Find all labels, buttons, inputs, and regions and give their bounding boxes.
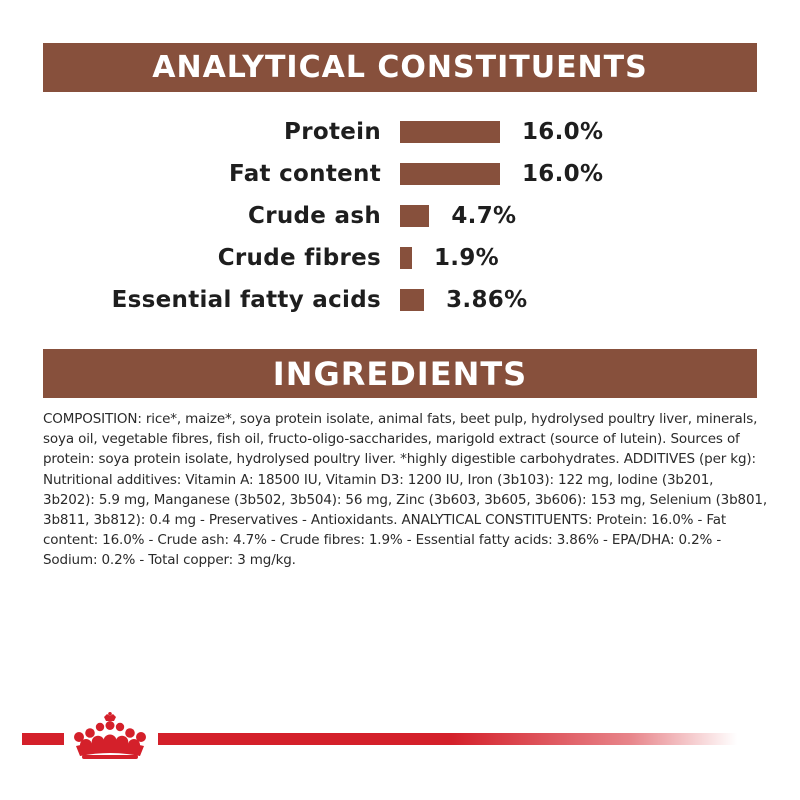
ingredients-title: INGREDIENTS: [272, 354, 528, 393]
constituent-row: [0, 200, 800, 232]
constituent-bar: [400, 163, 500, 185]
royal-crown-svg: [64, 712, 158, 762]
constituent-row: [0, 158, 800, 190]
constituent-label: Fat content: [229, 161, 381, 187]
analytical-constituents-title: ANALYTICAL CONSTITUENTS: [152, 50, 648, 85]
constituent-bar: [400, 289, 424, 311]
constituent-bar: [400, 205, 429, 227]
analytical-constituents-banner: [43, 43, 757, 92]
constituent-value: 4.7%: [451, 203, 517, 229]
constituent-bar: [400, 121, 500, 143]
constituent-value: 1.9%: [434, 245, 499, 271]
constituent-label: Crude ash: [248, 203, 381, 229]
constituent-value: 16.0%: [522, 119, 604, 145]
constituent-label: Essential fatty acids: [111, 287, 381, 313]
constituent-row: [0, 284, 800, 316]
constituent-label: Crude fibres: [217, 245, 381, 271]
constituent-value: 16.0%: [522, 161, 604, 187]
ingredients-banner: [43, 349, 757, 398]
constituent-bar: [400, 247, 412, 269]
constituent-row: [0, 242, 800, 274]
constituent-label: Protein: [284, 119, 381, 145]
constituent-value: 3.86%: [446, 287, 528, 313]
composition-text: COMPOSITION: rice*, maize*, soya protein isolate, animal fats, beet pulp, hydrolysed poultry liver, minerals, soya oil, vegetable fibres, fish oil, fructo-oligo-saccharides, marigold extract (source of lutein). Sources of protein: soya protein isolate, hydrolysed poultry liver. *highly digestible carbohydrates. ADDITIVES (per kg): Nutritional additives: Vitamin A: 18500 IU, Vitamin D3: 1200 IU, Iron (3b103): 122 mg, Iodine (3b201, 3b202): 5.9 mg, Manganese (3b502, 3b504): 56 mg, Zinc (3b603, 3b605, 3b606): 153 mg, Selenium (3b801, 3b811, 3b812): 0.4 mg - Preservatives - Antioxidants. ANALYTICAL CONSTITUENTS: Protein: 16.0% - Fat content: 16.0% - Crude ash: 4.7% - Crude fibres: 1.9% - Essential fatty acids: 3.86% - EPA/DHA: 0.2% - Sodium: 0.2% - Total copper: 3 mg/kg.: [43, 411, 768, 569]
royal-crown-icon: [64, 712, 158, 762]
constituent-row: [0, 116, 800, 148]
